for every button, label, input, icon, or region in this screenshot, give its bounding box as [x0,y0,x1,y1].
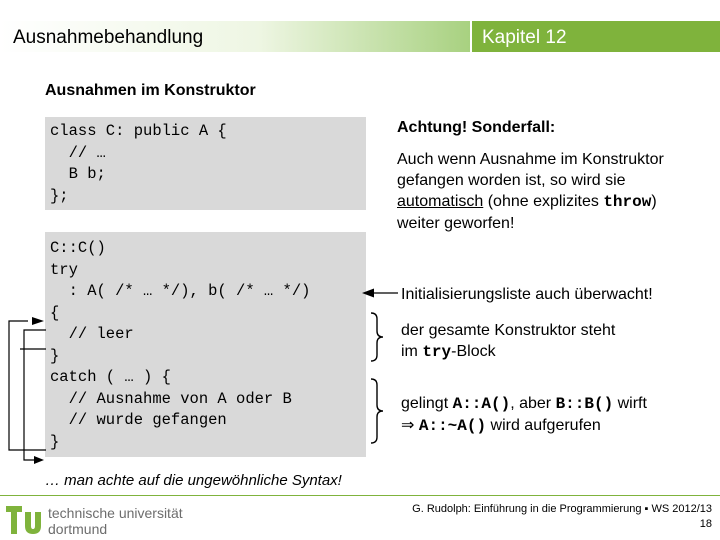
arrowhead-icon [34,456,44,464]
code-constructor: C::C() try : A( /* … */), b( /* … */) { // leer } catch ( … ) { // Ausnahme von A oder B // wurde gefangen } [50,239,311,451]
footer-credit-text: G. Rudolph: Einführung in die Programmierung ▪ WS 2012/13 [412,503,712,515]
annotation-text: wird aufgerufen [486,417,601,434]
note-text: ) [651,193,657,210]
annotation-text: , aber [510,395,556,412]
code-class: class C: public A { // … B b; }; [50,122,227,205]
note-title: Achtung! Sonderfall: [397,119,556,136]
footer-divider [0,495,720,496]
page-title: Ausnahmebehandlung [13,27,204,48]
annotation-text: gelingt [401,395,453,412]
bracket-arrow-icon [9,321,46,460]
annotation-init-list: Initialisierungsliste auch überwacht! [401,286,653,303]
note-line-4: weiter geworfen! [397,215,515,232]
note-throw: throw [603,193,652,211]
implies-symbol: ⇒ [401,417,419,434]
syntax-note: … man achte auf die ungewöhnliche Syntax! [45,472,342,489]
tu-logo-icon [4,502,44,536]
footer-credit [412,502,712,532]
annotation-line: der gesamte Konstruktor steht [401,322,616,339]
b-constructor: B::B() [555,395,614,413]
arrow-left-icon [362,289,398,298]
logo-wordmark [48,505,183,537]
note-line-2: gefangen worden ist, so wird sie [397,172,626,189]
note-line-1: Auch wenn Ausnahme im Konstruktor [397,151,664,168]
chapter-label: Kapitel 12 [482,27,567,48]
note-text: (ohne explizites [483,193,604,210]
annotation-text: wirft [613,395,647,412]
try-keyword: try [422,343,452,361]
annotation-text: -Block [451,343,496,360]
a-destructor: A::~A() [418,417,487,435]
annotation-text: im [401,343,423,360]
a-constructor: A::A() [452,395,511,413]
arrowhead-icon [32,317,44,325]
brace-right-icon [371,379,383,443]
page-number: 18 [699,518,712,530]
logo-line-1: technische universität [48,505,183,521]
logo-line-2: dortmund [48,521,108,537]
section-title: Ausnahmen im Konstruktor [45,82,256,99]
note-automatic: automatisch [397,193,484,210]
brace-right-icon [371,313,383,361]
